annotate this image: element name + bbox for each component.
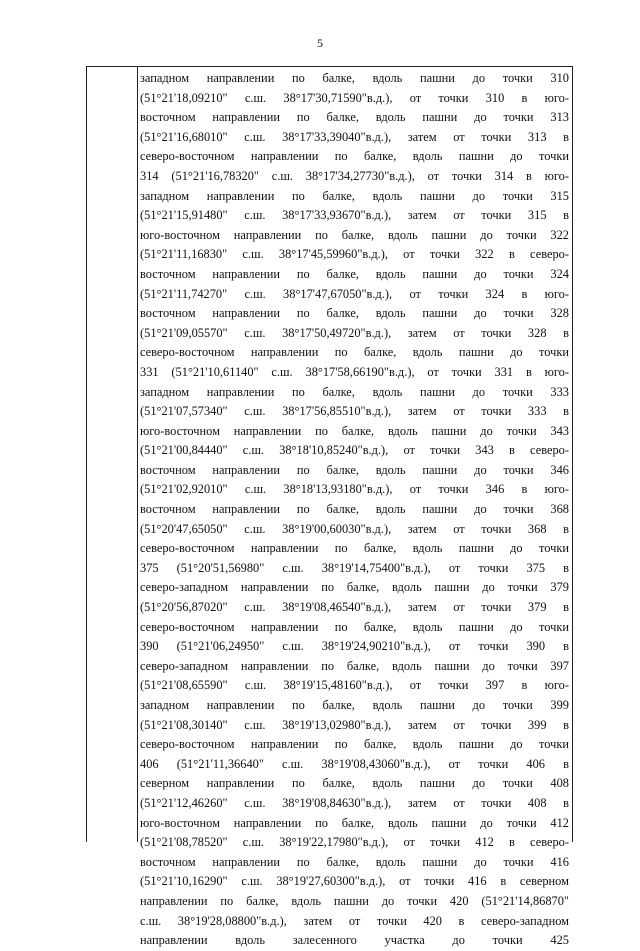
text-line: (51°21'18,09210" с.ш. 38°17'30,71590"в.д.), от точки 310 в юго- <box>140 90 569 105</box>
text-line: с.ш. 38°19'28,08800"в.д.), затем от точки 420 в северо-западном <box>140 913 569 928</box>
text-line: северо-восточном направлении по балке, вдоль пашни до точки <box>140 345 569 360</box>
text-line: (51°20'47,65050" с.ш. 38°19'00,60030"в.д.), затем от точки 368 в <box>140 521 569 536</box>
text-line: северо-восточном направлении по балке, вдоль пашни до точки <box>140 541 569 556</box>
text-line: западном направлении по балке, вдоль пашни до точки 333 <box>140 384 569 399</box>
text-line: северо-западном направлении по балке, вдоль пашни до точки 379 <box>140 580 569 595</box>
text-line: 390 (51°21'06,24950" с.ш. 38°19'24,90210"в.д.), от точки 390 в <box>140 639 569 654</box>
text-line: восточном направлении по балке, вдоль пашни до точки 416 <box>140 854 569 869</box>
text-line: (51°21'08,65590" с.ш. 38°19'15,48160"в.д.), от точки 397 в юго- <box>140 678 569 693</box>
text-line: восточном направлении по балке, вдоль пашни до точки 346 <box>140 462 569 477</box>
text-line: (51°21'11,16830" с.ш. 38°17'45,59960"в.д.), от точки 322 в северо- <box>140 247 569 262</box>
text-line: юго-восточном направлении по балке, вдоль пашни до точки 322 <box>140 227 569 242</box>
text-line: западном направлении по балке, вдоль пашни до точки 399 <box>140 698 569 712</box>
text-line: (51°21'10,16290" с.ш. 38°19'27,60300"в.д.), от точки 416 в северном <box>140 874 569 889</box>
text-line: северо-восточном направлении по балке, вдоль пашни до точки <box>140 149 569 164</box>
text-line: юго-восточном направлении по балке, вдоль пашни до точки 343 <box>140 423 569 438</box>
text-line: (51°21'07,57340" с.ш. 38°17'56,85510"в.д.), затем от точки 333 в <box>140 404 569 419</box>
text-line: (51°21'09,05570" с.ш. 38°17'50,49720"в.д.), затем от точки 328 в <box>140 325 569 340</box>
text-line: северном направлении по балке, вдоль пашни до точки 408 <box>140 776 569 791</box>
text-line: 314 (51°21'16,78320" с.ш. 38°17'34,27730"в.д.), от точки 314 в юго- <box>140 168 569 183</box>
text-line: (51°21'16,68010" с.ш. 38°17'33,39040"в.д.), затем от точки 313 в <box>140 129 569 144</box>
text-line: направлении вдоль залесенного участка до точки 425 <box>140 933 569 948</box>
text-line: северо-восточном направлении по балке, вдоль пашни до точки <box>140 619 569 634</box>
text-line: северо-западном направлении по балке, вдоль пашни до точки 397 <box>140 658 569 673</box>
text-line: (51°21'11,74270" с.ш. 38°17'47,67050"в.д.), от точки 324 в юго- <box>140 286 569 301</box>
boundary-description-cell <box>138 67 572 951</box>
boundary-table <box>86 66 573 948</box>
text-line: (51°21'15,91480" с.ш. 38°17'33,93670"в.д.), затем от точки 315 в <box>140 208 569 223</box>
text-line: западном направлении по балке, вдоль пашни до точки 315 <box>140 188 569 203</box>
table-left-column <box>87 67 138 842</box>
text-line: юго-восточном направлении по балке, вдоль пашни до точки 412 <box>140 815 569 830</box>
text-line: 331 (51°21'10,61140" с.ш. 38°17'58,66190"в.д.), от точки 331 в юго- <box>140 364 569 379</box>
text-line: восточном направлении по балке, вдоль пашни до точки 368 <box>140 502 569 517</box>
text-line: 375 (51°20'51,56980" с.ш. 38°19'14,75400"в.д.), от точки 375 в <box>140 560 569 575</box>
text-line: (51°21'08,78520" с.ш. 38°19'22,17980"в.д.), от точки 412 в северо- <box>140 835 569 850</box>
text-line: северо-восточном направлении по балке, вдоль пашни до точки <box>140 737 569 752</box>
text-line: (51°21'02,92010" с.ш. 38°18'13,93180"в.д.), от точки 346 в юго- <box>140 482 569 497</box>
page-number: 5 <box>317 36 323 50</box>
text-line: (51°20'56,87020" с.ш. 38°19'08,46540"в.д.), затем от точки 379 в <box>140 600 569 615</box>
text-line: восточном направлении по балке, вдоль пашни до точки 328 <box>140 306 569 321</box>
text-line: западном направлении по балке, вдоль пашни до точки 310 <box>140 71 569 85</box>
text-line: (51°21'08,30140" с.ш. 38°19'13,02980"в.д.), затем от точки 399 в <box>140 717 569 732</box>
text-line: (51°21'12,46260" с.ш. 38°19'08,84630"в.д.), затем от точки 408 в <box>140 795 569 810</box>
text-line: восточном направлении по балке, вдоль пашни до точки 313 <box>140 110 569 125</box>
text-line: (51°21'00,84440" с.ш. 38°18'10,85240"в.д.), от точки 343 в северо- <box>140 443 569 458</box>
text-line: 406 (51°21'11,36640" с.ш. 38°19'08,43060"в.д.), от точки 406 в <box>140 756 569 771</box>
text-line: направлении по балке, вдоль пашни до точки 420 (51°21'14,86870" <box>140 893 569 908</box>
text-line: восточном направлении по балке, вдоль пашни до точки 324 <box>140 266 569 281</box>
